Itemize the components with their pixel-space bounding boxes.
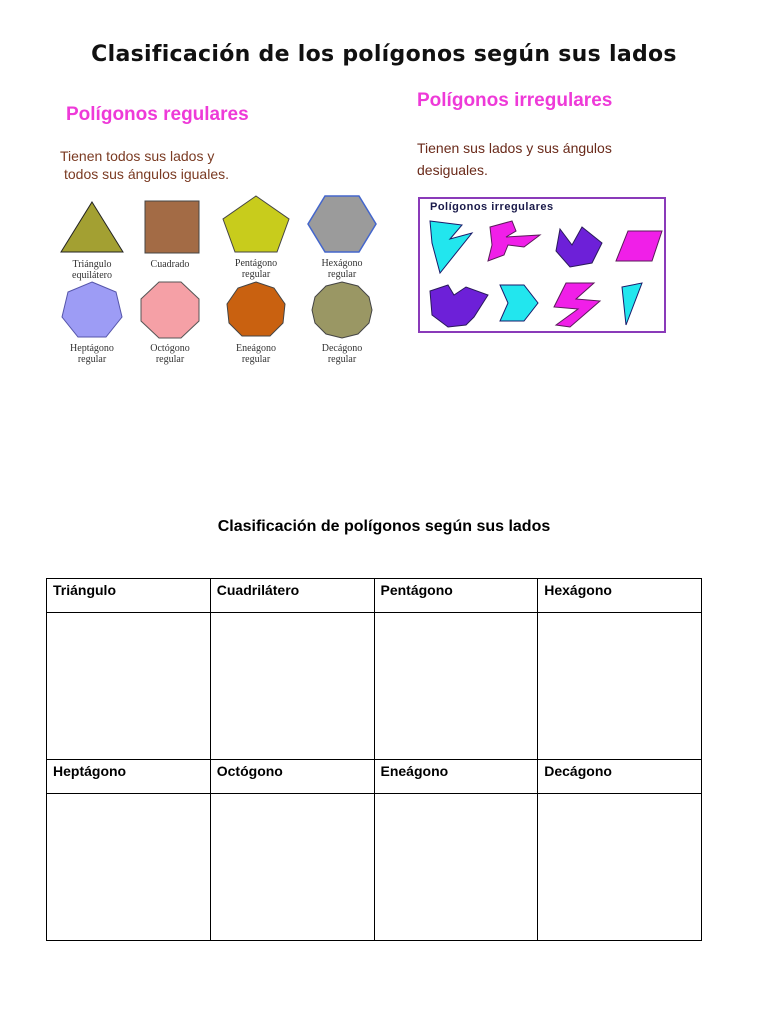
header-cell-triangulo: Triángulo bbox=[47, 579, 211, 613]
answer-cell[interactable] bbox=[47, 613, 211, 760]
classification-table bbox=[46, 578, 702, 941]
triangle-shape-item bbox=[52, 198, 132, 281]
answer-cell[interactable] bbox=[47, 794, 211, 941]
page-title: Clasificación de los polígonos según sus lados bbox=[91, 42, 677, 67]
shape-label: Octógono regular bbox=[150, 343, 190, 365]
regular-polygons-heading: Polígonos regulares bbox=[66, 104, 249, 125]
shape-label: Decágono regular bbox=[321, 343, 363, 365]
nonagon-icon bbox=[223, 280, 289, 340]
answer-cell[interactable] bbox=[374, 613, 538, 760]
heptagon-icon bbox=[59, 280, 125, 340]
answer-cell[interactable] bbox=[374, 794, 538, 941]
irregular-desc-line-1: Tienen sus lados y sus ángulos bbox=[417, 140, 612, 156]
heptagon-shape-item bbox=[52, 280, 132, 365]
answer-cell[interactable] bbox=[210, 794, 374, 941]
hexagon-shape-item bbox=[302, 193, 382, 280]
decagon-icon bbox=[309, 280, 375, 340]
square-shape-item bbox=[130, 198, 210, 270]
nonagon-shape-item bbox=[216, 280, 296, 365]
table-title: Clasificación de polígonos según sus lados bbox=[217, 518, 551, 535]
table-row bbox=[47, 613, 702, 760]
shape-label: Cuadrado bbox=[150, 259, 190, 270]
octagon-shape-item bbox=[130, 280, 210, 365]
decagon-shape-item bbox=[302, 280, 382, 365]
pentagon-shape-item bbox=[216, 193, 296, 280]
table-header-row bbox=[47, 579, 702, 613]
shape-label: Hexágono regular bbox=[321, 258, 363, 280]
header-cell-decagono: Decágono bbox=[538, 760, 702, 794]
octagon-icon bbox=[137, 280, 203, 340]
pentagon-icon bbox=[220, 193, 292, 255]
regular-desc-line-2: todos sus ángulos iguales. bbox=[64, 166, 229, 182]
header-cell-eneagono: Eneágono bbox=[374, 760, 538, 794]
header-cell-cuadrilatero: Cuadrilátero bbox=[210, 579, 374, 613]
hexagon-icon bbox=[305, 193, 379, 255]
irregular-panel-title: Polígonos irregulares bbox=[430, 201, 554, 213]
irregular-polygons-description bbox=[417, 137, 612, 181]
shape-label: Triángulo equilátero bbox=[72, 259, 112, 281]
irregular-polygons-panel bbox=[418, 197, 666, 333]
answer-cell[interactable] bbox=[210, 613, 374, 760]
irregular-shapes-icon bbox=[420, 199, 664, 331]
header-cell-pentagono: Pentágono bbox=[374, 579, 538, 613]
shape-label: Pentágono regular bbox=[234, 258, 278, 280]
irregular-polygons-heading: Polígonos irregulares bbox=[417, 90, 613, 111]
answer-cell[interactable] bbox=[538, 794, 702, 941]
regular-polygons-description bbox=[60, 147, 229, 183]
regular-desc-line-1: Tienen todos sus lados y bbox=[60, 148, 215, 164]
header-cell-heptagono: Heptágono bbox=[47, 760, 211, 794]
irregular-desc-line-2: desiguales. bbox=[417, 162, 488, 178]
table-row bbox=[47, 794, 702, 941]
table-header-row bbox=[47, 760, 702, 794]
shape-label: Eneágono regular bbox=[236, 343, 276, 365]
triangle-icon bbox=[57, 198, 127, 256]
header-cell-octogono: Octógono bbox=[210, 760, 374, 794]
header-cell-hexagono: Hexágono bbox=[538, 579, 702, 613]
square-icon bbox=[135, 198, 205, 256]
answer-cell[interactable] bbox=[538, 613, 702, 760]
shape-label: Heptágono regular bbox=[70, 343, 114, 365]
